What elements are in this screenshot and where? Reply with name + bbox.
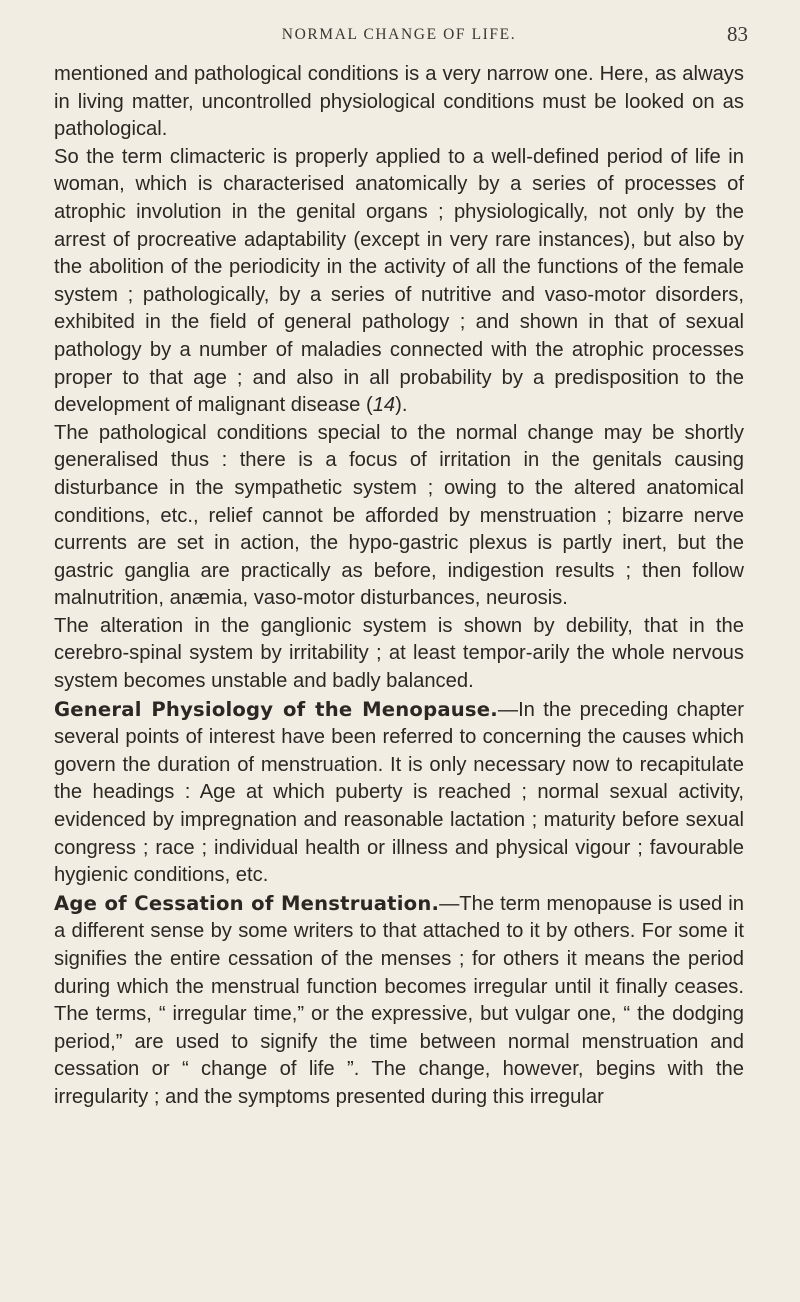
paragraph-6	[54, 890, 744, 1112]
paragraph-text: —The term menopause is used in a different sense by some writers to that attached to it by others. For some it signifies the entire cessation of the menses ; for others it means the period during which the menstrual function becomes irregular until it finally ceases. The terms, “ irregular time,” or the expressive, but vulgar one, “ the dodging period,” are used to signify the time between normal menstruation and cessation or “ change of life ”. The change, however, begins with the irregularity ; and the symptoms presented during this irregular	[54, 892, 744, 1108]
running-title: NORMAL CHANGE OF LIFE.	[281, 26, 517, 43]
paragraph-5	[54, 696, 744, 890]
reference-number: 14	[372, 394, 396, 417]
paragraph-text: mentioned and pathological conditions is a very narrow one. Here, as always in living matter, uncontrolled physiological conditions must be looked on as pathological.	[54, 63, 744, 141]
paragraph-4	[54, 613, 744, 696]
body-text	[54, 61, 744, 1112]
paragraph-text: —In the preceding chapter several points of interest have been referred to concerning the causes which govern the duration of menstruation. It is only necessary now to recapitulate the headings : Age at which puberty is reached ; normal sexual activity, evidenced by impregnation and reasonable lactation ; maturity before sexual congress ; race ; individual health or illness and physical vigour ; favourable hygienic conditions, etc.	[54, 698, 744, 887]
paragraph-text: The pathological conditions special to the normal change may be shortly generalised thus : there is a focus of irritation in the genitals causing disturbance in the sympathetic system ; owing to the altered anatomical conditions, etc., relief cannot be afforded by menstruation ; bizarre nerve currents are set in action, the hypo-gastric plexus is partly inert, but the gastric ganglia are practically as before, indigestion results ; then follow malnutrition, anæmia, vaso-motor disturbances, neurosis.	[54, 421, 744, 610]
paragraph-text: The alteration in the ganglionic system is shown by debility, that in the cerebro-spinal system by irritability ; at least tempor-arily the whole nervous system becomes unstable and badly balanced.	[54, 614, 744, 693]
paragraph-3	[54, 420, 744, 613]
section-heading: Age of Cessation of Menstruation.	[54, 891, 440, 915]
paragraph-2	[54, 144, 744, 420]
page-number: 83	[727, 22, 748, 46]
book-page	[54, 0, 748, 1112]
paragraph-text: So the term climacteric is properly applied to a well-defined period of life in woman, which is characterised anatomically by a series of processes of atrophic involution in the genital organs ; physiologically, not only by the arrest of procreative adaptability (except in very rare instances), but also by the abolition of the periodicity in the activity of all the functions of the female system ; pathologically, by a series of nutritive and vaso-motor disorders, exhibited in the field of general pathology ; and shown in that of sexual pathology by a number of maladies connected with the atrophic processes proper to that age ; and also in all probability by a predisposition to the development of malignant disease (	[54, 145, 744, 417]
paragraph-1	[54, 61, 744, 144]
section-heading: General Physiology of the Menopause.	[54, 697, 498, 721]
paragraph-text-end: ).	[395, 394, 408, 417]
running-head	[54, 0, 748, 60]
